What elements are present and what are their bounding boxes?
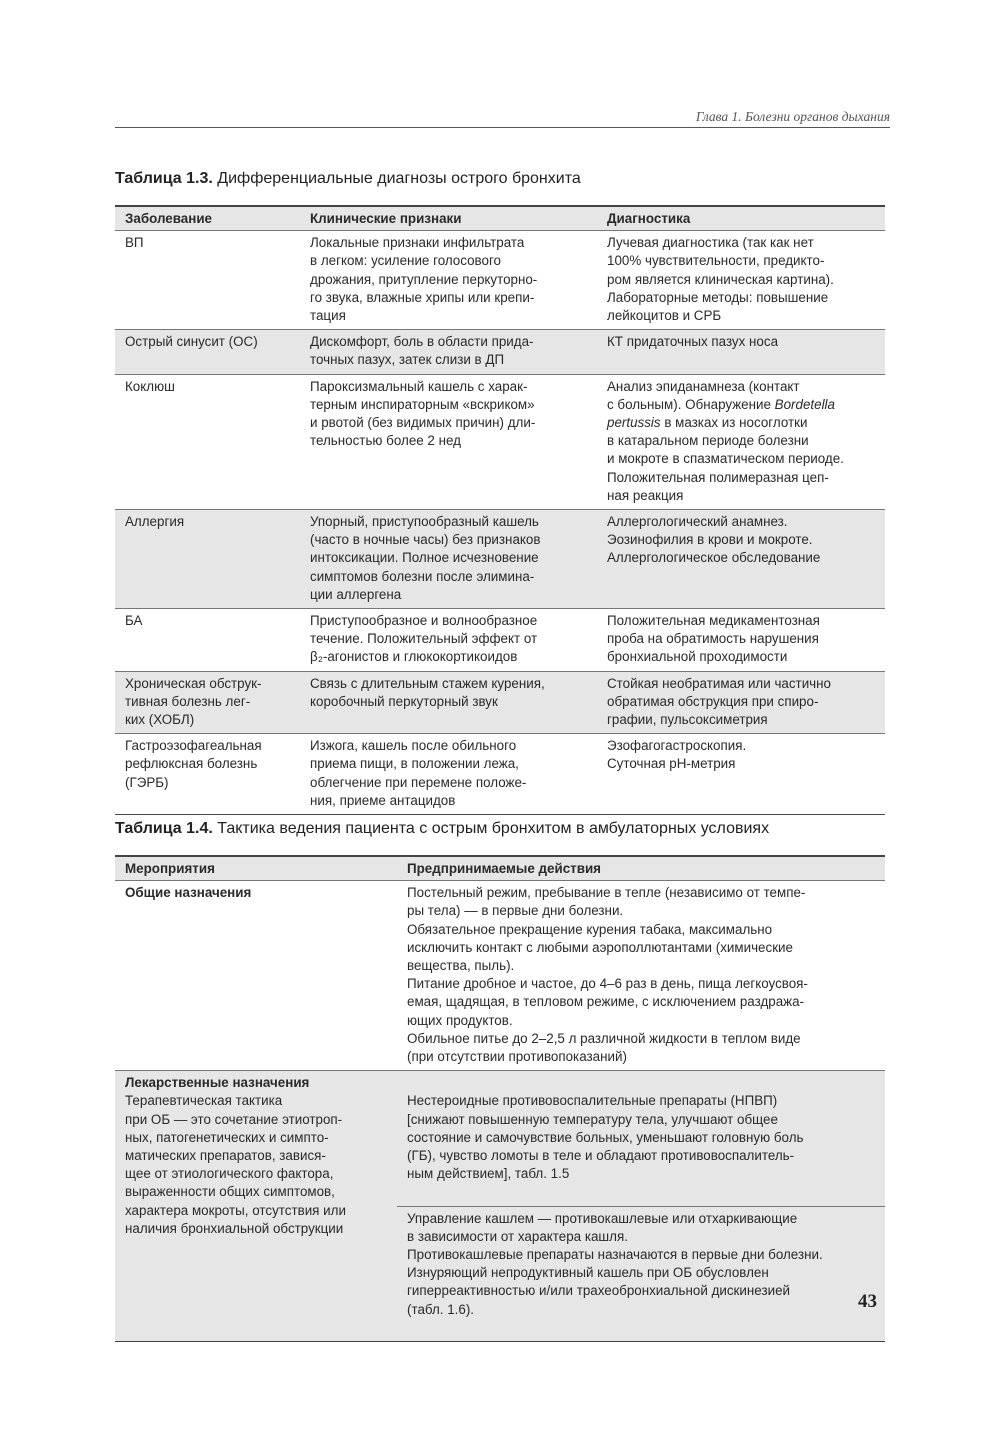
diagnostics-cell: Аллергологический анамнез. Эозинофилия в крови и мокроте. Аллергологическое обследование: [597, 510, 885, 609]
signs-cell: Изжога, кашель после обильного приема пищи, в положении лежа, облегчение при перемене положе- ния, приеме антацидов: [300, 734, 597, 815]
disease-cell: Аллергия: [115, 510, 300, 609]
table-14-title: Тактика ведения пациента с острым бронхитом в амбулаторных условиях: [217, 820, 770, 837]
diag-text: Анализ эпиданамнеза (контакт с больным). Обнаружение: [607, 378, 800, 412]
diagnostics-cell: Эзофагогастроскопия. Суточная pH-метрия: [597, 734, 885, 815]
actions-cell: Постельный режим, пребывание в тепле (независимо от темпе- ры тела) — в первые дни болезни. Обязательное прекращение курения табака, максимально исключить контакт с любыми аэрополлютантами (химические вещества, пыль). Питание дробное и частое, до 4–6 раз в день, пища легкоусвоя- емая, щадящая, в тепловом режиме, с исключением раздража- ющих продуктов. Обильное питье до 2–2,5 л различной жидкости в теплом виде (при отсутствии противопоказаний): [397, 881, 885, 1071]
table-13-title: Дифференциальные диагнозы острого бронхита: [217, 170, 581, 187]
table-13: [115, 205, 885, 815]
disease-cell: Острый синусит (ОС): [115, 330, 300, 374]
cough-actions: Управление кашлем — противокашлевые или отхаркивающие в зависимости от характера кашля. Противокашлевые препараты назначаются в первые дни болезни. Изнуряющий непродуктивный кашель при ОБ обусловлен гиперреактивностью и/или трахеобронхиальной дискинезией (табл. 1.6).: [397, 1206, 885, 1323]
table-14-label: Таблица 1.4.: [115, 820, 213, 837]
table-14-caption: [115, 820, 769, 838]
table-row: [115, 881, 885, 1071]
table-row: [115, 510, 885, 609]
column-header: Мероприятия: [115, 856, 397, 881]
diagnostics-cell: КТ придаточных пазух носа: [597, 330, 885, 374]
pathogen-name: Bordetella pertussis: [607, 396, 835, 431]
signs-cell: Дискомфорт, боль в области прида- точных пазух, затек слизи в ДП: [300, 330, 597, 374]
disease-cell: Хроническая обструк- тивная болезнь лег- ких (ХОБЛ): [115, 671, 300, 734]
measure-cell: Общие назначения: [115, 881, 397, 1071]
measure-note: Терапевтическая тактика при ОБ — это сочетание этиотроп- ных, патогенетических и симпто- матических препаратов, завися- щее от этиологического фактора, выраженности общих симптомов, характера мокроты, отсутствия или наличия бронхиальной обструкции: [125, 1093, 346, 1236]
signs-cell: Пароксизмальный кашель с харак- терным инспираторным «вскриком» и рвотой (без видимых причин) дли- тельностью более 2 нед: [300, 374, 597, 509]
disease-cell: Гастроэзофагеальная рефлюксная болезнь (ГЭРБ): [115, 734, 300, 815]
diag-text: в мазках из носоглотки в катаральном периоде болезни и мокроте в спазматическом периоде. Положительная полимеразная цеп- ная реакция: [607, 415, 844, 503]
column-header: Клинические признаки: [300, 206, 597, 231]
column-header: Заболевание: [115, 206, 300, 231]
measure-title: Лекарственные назначения: [125, 1075, 310, 1091]
table-13-label: Таблица 1.3.: [115, 170, 213, 187]
measure-cell: [115, 1071, 397, 1342]
table-13-caption: [115, 170, 581, 188]
table-header-row: [115, 856, 885, 881]
disease-cell: Коклюш: [115, 374, 300, 509]
diagnostics-cell: Стойкая необратимая или частично обратимая обструкция при спиро- графии, пульсоксиметрия: [597, 671, 885, 734]
table-row: [115, 609, 885, 672]
signs-cell: Локальные признаки инфильтрата в легком: усиление голосового дрожания, притупление перкуторно- го звука, влажные хрипы или крепи- тация: [300, 231, 597, 330]
column-header: Диагностика: [597, 206, 885, 231]
table-row: [115, 1071, 885, 1342]
diagnostics-cell: [597, 374, 885, 509]
column-header: Предпринимаемые действия: [397, 856, 885, 881]
table-row: [115, 330, 885, 374]
table-header-row: [115, 206, 885, 231]
diagnostics-cell: Положительная медикаментозная проба на обратимость нарушения бронхиальной проходимости: [597, 609, 885, 672]
table-row: [115, 374, 885, 509]
table-row: [115, 734, 885, 815]
diagnostics-cell: Лучевая диагностика (так как нет 100% чувствительности, предикто- ром является клиническая картина). Лабораторные методы: повышение лейкоцитов и СРБ: [597, 231, 885, 330]
actions-cell: [397, 1071, 885, 1342]
page-number: 43: [858, 1291, 877, 1312]
disease-cell: ВП: [115, 231, 300, 330]
table-row: [115, 231, 885, 330]
running-head: Глава 1. Болезни органов дыхания: [115, 110, 890, 128]
nsaid-actions: Нестероидные противовоспалительные препараты (НПВП) [снижают повышенную температуру тела, улучшают общее состояние и самочувствие больных, уменьшают головную боль (ГБ), чувство ломоты в теле и обладают противовоспалитель- ным действием], табл. 1.5: [407, 1093, 804, 1182]
table-row: [115, 671, 885, 734]
signs-cell: Связь с длительным стажем курения, коробочный перкуторный звук: [300, 671, 597, 734]
signs-cell: Приступообразное и волнообразное течение. Положительный эффект от β₂-агонистов и глюкокортикоидов: [300, 609, 597, 672]
table-14: [115, 855, 885, 1342]
signs-cell: Упорный, приступообразный кашель (часто в ночные часы) без признаков интоксикации. Полное исчезновение симптомов болезни после элимина- ции аллергена: [300, 510, 597, 609]
disease-cell: БА: [115, 609, 300, 672]
